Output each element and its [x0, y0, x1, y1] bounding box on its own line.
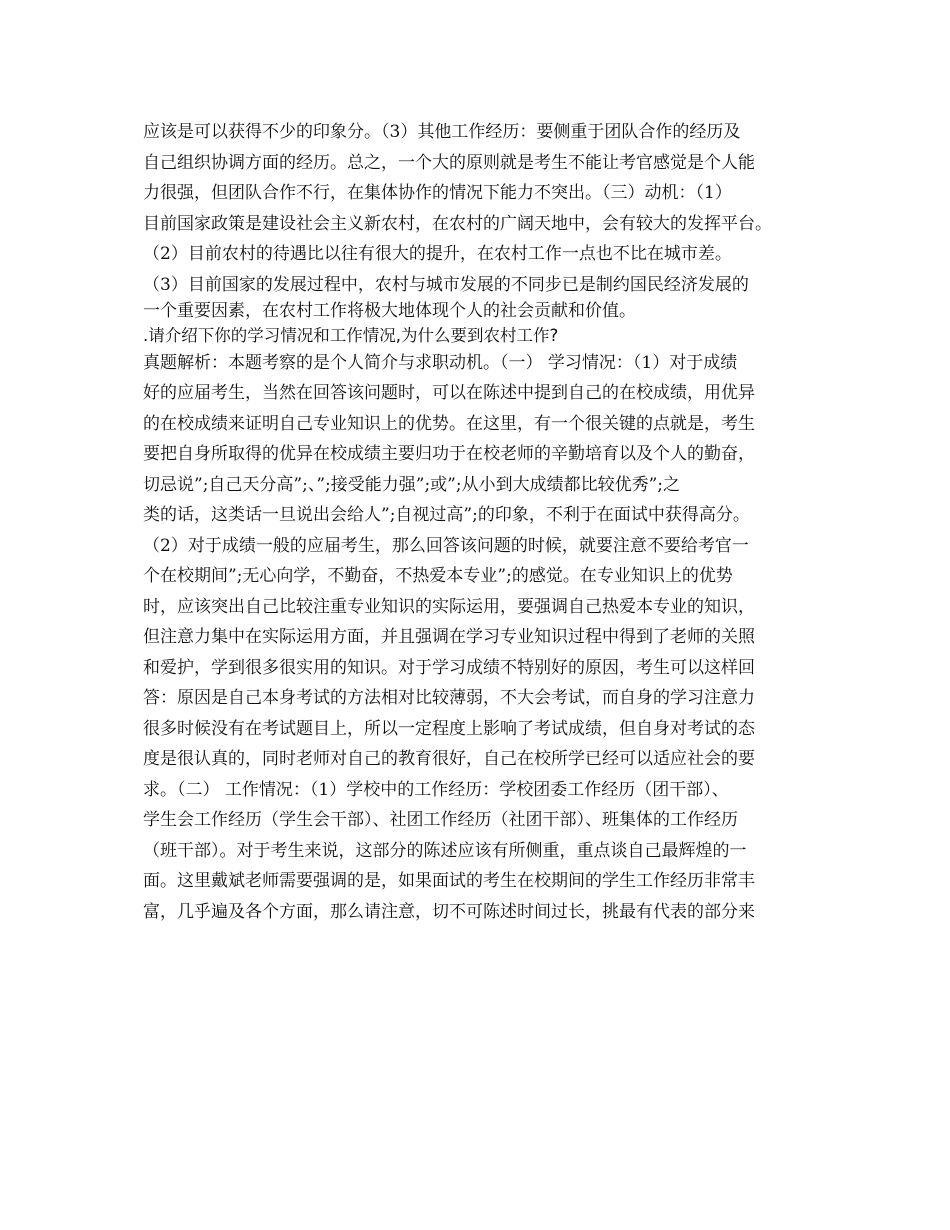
- text-line: 答：原因是自己本身考试的方法相对比较薄弱，不大会考试，而自身的学习注意力: [143, 688, 755, 708]
- text-line: 富，几乎遍及各个方面，那么请注意，切不可陈述时间过长，挑最有代表的部分来: [143, 901, 755, 922]
- text-line: 求。（二） 工作情况：（1）学校中的工作经历：学校团委工作经历（团干部）、: [143, 779, 729, 800]
- text-line: 自己组织协调方面的经历。总之，一个大的原则就是考生不能让考官感觉是个人能: [143, 152, 755, 173]
- question-heading: .请介绍下你的学习情况和工作情况,为什么要到农村工作?: [143, 325, 559, 345]
- text-line: 切忌说”;自己天分高”;、”;接受能力强”;或”;从小到大成绩都比较优秀”;之: [143, 474, 681, 495]
- text-line: 类的话，这类话一旦说出会给人”;自视过高”;的印象，不利于在面试中获得高分。: [143, 505, 750, 525]
- text-line: 应该是可以获得不少的印象分。（3）其他工作经历：要侧重于团队合作的经历及: [143, 122, 741, 142]
- text-line: 很多时候没有在考试题目上，所以一定程度上影响了考试成绩，但自身对考试的态: [143, 718, 755, 739]
- text-line: （2）目前农村的待遇比以往有很大的提升，在农村工作一点也不比在城市差。: [143, 244, 732, 264]
- text-line: 学生会工作经历（学生会干部）、社团工作经历（社团干部）、班集体的工作经历: [143, 810, 738, 830]
- text-line: 好的应届考生，当然在回答该问题时，可以在陈述中提到自己的在校成绩，用优异: [143, 383, 755, 403]
- text-line: （2）对于成绩一般的应届考生，那么回答该问题的时候，就要注意不要给考官一: [143, 535, 749, 556]
- text-line: 的在校成绩来证明自己专业知识上的优势。在这里，有一个很关键的点就是，考生: [143, 413, 755, 434]
- text-line: 面。这里戴斌老师需要强调的是，如果面试的考生在校期间的学生工作经历非常丰: [143, 871, 755, 891]
- text-line: 目前国家政策是建设社会主义新农村，在农村的广阔天地中，会有较大的发挥平台。: [143, 213, 772, 234]
- text-line: 真题解析：本题考察的是个人简介与求职动机。（一） 学习情况：（1）对于成绩: [143, 352, 738, 373]
- text-line: 力很强，但团队合作不行，在集体协作的情况下能力不突出。（三）动机：（1）: [143, 183, 732, 203]
- text-line: （班干部）。对于考生来说，这部分的陈述应该有所侧重，重点谈自己最辉煌的一: [143, 840, 747, 861]
- text-line: 一个重要因素，在农村工作将极大地体现个人的社会贡献和价值。: [143, 301, 636, 321]
- text-line: 时，应该突出自己比较注重专业知识的实际运用，要强调自己热爱本专业的知识，: [143, 596, 755, 617]
- text-line: （3）目前国家的发展过程中，农村与城市发展的不同步已是制约国民经济发展的: [143, 274, 749, 295]
- text-line: 和爱护，学到很多很实用的知识。对于学习成绩不特别好的原因，考生可以这样回: [143, 657, 755, 678]
- body-text: [143, 117, 843, 927]
- text-line: 但注意力集中在实际运用方面，并且强调在学习专业知识过程中得到了老师的关照: [143, 627, 755, 647]
- text-line: 个在校期间”;无心向学，不勤奋，不热爱本专业”;的感觉。在专业知识上的优势: [143, 566, 733, 586]
- text-line: 要把自身所取得的优异在校成绩主要归功于在校老师的辛勤培育以及个人的勤奋，: [143, 444, 755, 464]
- text-line: 度是很认真的，同时老师对自己的教育很好，自己在校所学已经可以适应社会的要: [143, 749, 755, 769]
